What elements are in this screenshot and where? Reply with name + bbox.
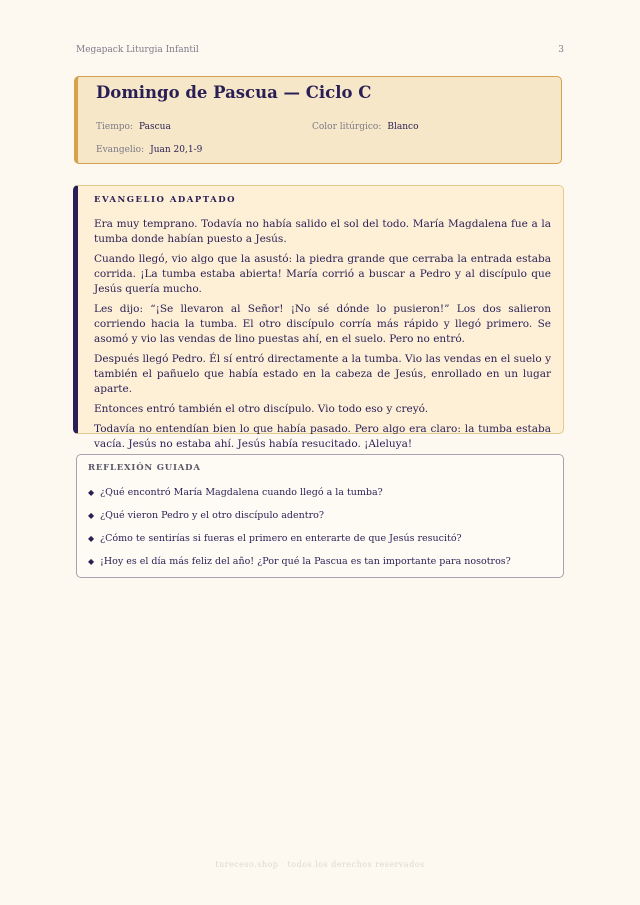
series-title: Megapack Liturgia Infantil (76, 45, 199, 55)
diamond-bullet-icon: ◆ (88, 511, 95, 520)
evangelio-label: Evangelio: (96, 145, 145, 155)
reflection-list (88, 487, 553, 579)
color-meta (312, 122, 419, 132)
diamond-bullet-icon: ◆ (88, 534, 95, 543)
reflection-card (76, 454, 564, 578)
diamond-bullet-icon: ◆ (88, 488, 95, 497)
reflection-question: ◆ ¿Cómo te sentirías si fueras el primero en enterarte de que Jesús resucitó? (88, 533, 462, 544)
gospel-paragraph: Después llegó Pedro. Él sí entró directamente a la tumba. Vio las vendas en el suelo y también el pañuelo que había estado en la cabeza de Jesús, enrollado en un lugar aparte. (94, 353, 551, 395)
reflection-question: ◆ ¿Qué vieron Pedro y el otro discípulo adentro? (88, 510, 324, 521)
tiempo-label: Tiempo: (96, 122, 133, 132)
reflection-question: ◆ ¡Hoy es el día más feliz del año! ¿Por qué la Pascua es tan importante para nosotros? (88, 556, 511, 567)
title-card (74, 76, 562, 164)
gospel-paragraph: Cuando llegó, vio algo que la asustó: la piedra grande que cerraba la entrada estaba corrida. ¡La tumba estaba abierta! María corrió a buscar a Pedro y al discípulo que Jesús quería mucho. (94, 253, 551, 295)
evangelio-meta (96, 145, 202, 155)
color-label: Color litúrgico: (312, 122, 382, 132)
tiempo-meta (96, 122, 171, 132)
evangelio-value: Juan 20,1-9 (150, 145, 203, 155)
color-value: Blanco (387, 122, 419, 132)
gospel-card (73, 185, 564, 450)
gospel-body (94, 217, 551, 457)
footer-copyright: tureceso.shop · todos los derechos reservados (215, 860, 425, 869)
reflection-question: ◆ ¿Qué encontró María Magdalena cuando llegó a la tumba? (88, 487, 383, 498)
gospel-paragraph: Les dijo: “¡Se llevaron al Señor! ¡No sé dónde lo pusieron!” Los dos salieron corriendo hacia la tumba. El otro discípulo corría más rápido y llegó primero. Se asomó y vio las vendas de lino puestas ahí, en el suelo. Pero no entró. (94, 303, 551, 345)
page-title: Domingo de Pascua — Ciclo C (96, 83, 372, 102)
page-number: 3 (558, 45, 564, 55)
gospel-paragraph: Todavía no entendían bien lo que había pasado. Pero algo era claro: la tumba estaba vacía. Jesús no estaba ahí. Jesús había resucitado. ¡Aleluya! (94, 423, 551, 450)
gospel-paragraph: Era muy temprano. Todavía no había salido el sol del todo. María Magdalena fue a la tumba donde habían puesto a Jesús. (94, 218, 551, 245)
reflection-label: REFLEXIÓN GUIADA (88, 463, 201, 473)
tiempo-value: Pascua (138, 122, 171, 132)
gospel-paragraph: Entonces entró también el otro discípulo. Vio todo eso y creyó. (94, 403, 429, 415)
diamond-bullet-icon: ◆ (88, 557, 95, 566)
running-header (76, 45, 564, 55)
gospel-label: EVANGELIO ADAPTADO (94, 195, 237, 205)
